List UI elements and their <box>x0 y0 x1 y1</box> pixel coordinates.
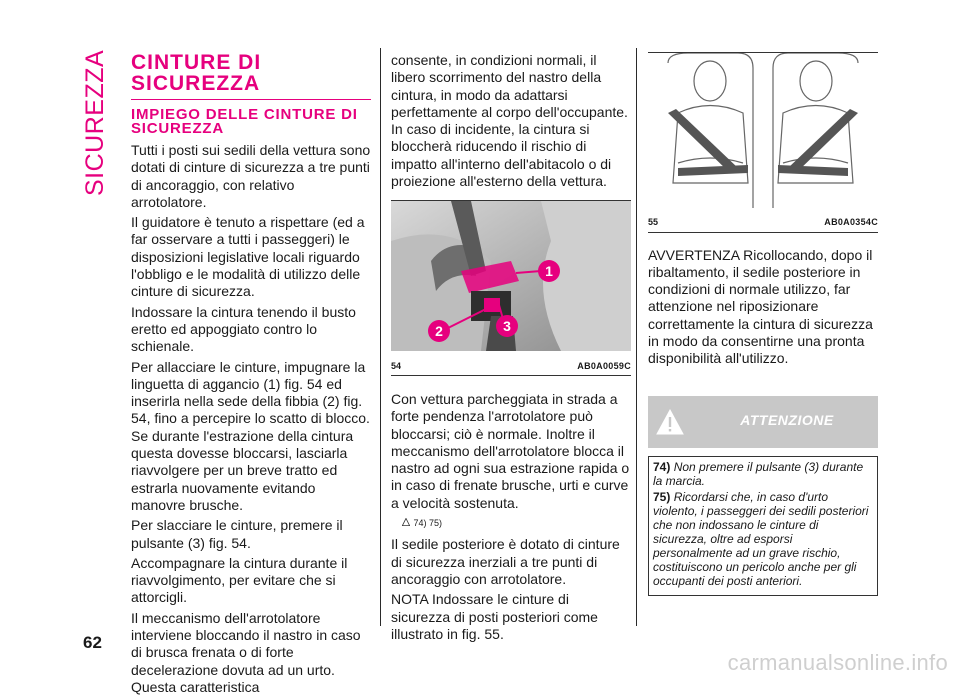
paragraph: Indossare la cintura tenendo il busto eretto ed appoggiato contro lo schienale. <box>131 303 356 355</box>
figure-number: 55 <box>648 217 659 228</box>
figure-55 <box>648 52 878 233</box>
column-separator <box>380 48 381 626</box>
callout-2: 2 <box>435 323 443 340</box>
warning-triangle-icon <box>655 408 685 440</box>
column-2 <box>391 52 631 646</box>
figure-number: 54 <box>391 360 402 371</box>
page-number: 62 <box>83 633 102 652</box>
warning-triangle-icon <box>401 515 411 532</box>
paragraph: Con vettura parcheggiata in strada a forte pendenza l'arrotolatore può bloccarsi; ciò è normale. Inoltre il meccanismo dell'arrotolatore blocca il nastro ad ogni sua estrazione rapida o in caso di frenate brusche, urti e curve a velocità sostenuta. <box>391 390 630 511</box>
paragraph: consente, in condizioni normali, il libero scorrimento del nastro della cintura, in modo da adattarsi perfettamente al corpo dell'occupante. In caso di incidente, la cintura si bloccherà riducendo il rischio di impatto all'interno dell'abitacolo o di proiezione all'esterno della vettura. <box>391 52 628 190</box>
warning-references <box>401 515 631 532</box>
figure-caption <box>648 212 878 231</box>
section-title: CINTURE DI SICUREZZA <box>131 52 371 100</box>
callout-1: 1 <box>545 263 553 280</box>
paragraph: Tutti i posti sui sedili della vettura sono dotati di cinture di sicurezza a tre punti di ancoraggio, con relativo arrotolatore. <box>131 142 371 210</box>
reference: 74) <box>413 518 427 529</box>
paragraph: Il meccanismo dell'arrotolatore interviene bloccando il nastro in caso di brusca frenata o di forte decelerazione dovuta ad un urto. Questa caratteristica <box>131 609 361 695</box>
warning-box <box>648 456 878 596</box>
warning-item: 75) Ricordarsi che, in caso d'urto violento, i passeggeri dei sedili posteriori che non indossano le cinture di sicurezza, oltre ad esporsi personalmente ad un grave rischio, costituiscono un pericolo anche per gli occupanti dei posti anteriori. <box>653 489 869 588</box>
paragraph: AVVERTENZA Ricollocando, dopo il ribaltamento, il sedile posteriore in condizioni di normale utilizzo, far attenzione nel riposizionare correttamente la cintura di sicurezza in modo da consentirne una pronta disponibilità all'utilizzo. <box>648 246 873 367</box>
paragraph: Per allacciare le cinture, impugnare la linguetta di aggancio (1) fig. 54 ed inserirla nella sede della fibbia (2) fig. 54, fino a percepire lo scatto di blocco. Se durante l'estrazione della cintura questa dovesse bloccarsi, lasciarla riavvolgere per un breve tratto ed estrarla nuovamente evitando manovre brusche. <box>131 358 370 513</box>
subsection-title: IMPIEGO DELLE CINTURE DI SICUREZZA <box>131 106 358 137</box>
warning-header <box>648 396 878 448</box>
figure-code: AB0A0059C <box>577 360 631 371</box>
warning-item: 74) Non premere il pulsante (3) durante la marcia. <box>653 459 864 488</box>
column-1 <box>131 52 371 699</box>
column-separator <box>636 48 637 626</box>
warning-title: ATTENZIONE <box>740 411 834 428</box>
paragraph: NOTA Indossare le cinture di sicurezza di posti posteriori come illustrato in fig. 55. <box>391 591 598 642</box>
side-section-title: SICUREZZA <box>81 50 109 197</box>
paragraph: Il sedile posteriore è dotato di cinture di sicurezza inerziali a tre punti di ancoraggio con arrotolatore. <box>391 536 620 587</box>
paragraph: Per slacciare le cinture, premere il pulsante (3) fig. 54. <box>131 517 343 551</box>
figure-code: AB0A0354C <box>824 217 878 228</box>
figure-caption <box>391 356 631 375</box>
column-3 <box>648 52 878 596</box>
rear-seat-belt-illustration <box>648 53 878 208</box>
seatbelt-buckle-illustration <box>391 201 631 351</box>
callout-3: 3 <box>503 318 511 335</box>
paragraph: Il guidatore è tenuto a rispettare (ed a far osservare a tutti i passeggeri) le disposizioni legislative locali riguardo l'obbligo e le modalità di utilizzo delle cinture di sicurezza. <box>131 214 365 300</box>
figure-54 <box>391 200 631 376</box>
watermark: carmanualsonline.info <box>727 650 948 675</box>
paragraph: Accompagnare la cintura durante il riavvolgimento, per evitare che si attorcigli. <box>131 554 348 606</box>
reference: 75) <box>429 518 443 529</box>
